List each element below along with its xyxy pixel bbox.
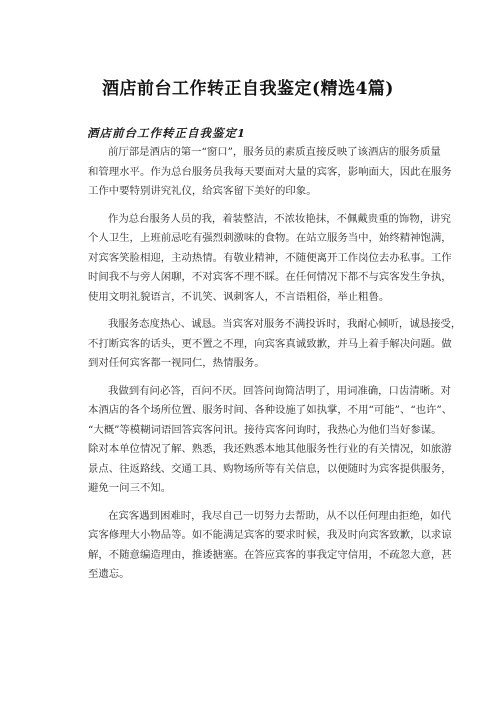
paragraph	[88, 143, 452, 202]
section-heading: 酒店前台工作转正自我鉴定1	[87, 126, 247, 140]
text-line: 我服务态度热心、诚恳。当宾客对服务不满投诉时，我耐心倾听，诚恳接受，	[108, 318, 462, 330]
paragraph	[88, 382, 453, 499]
text-line: 前厅部是酒店的第一“窗口”，服务员的素质直接反映了该酒店的服务质量	[108, 146, 441, 158]
text-line: 至遗忘。	[88, 568, 130, 580]
text-line: 解，不随意编造理由，推诿搪塞。在答应宾客的事我定守信用，不疏忽大意，甚	[88, 548, 452, 561]
text-line: 作为总台服务人员的我，着装整洁，不浓妆艳抹，不佩戴贵重的饰物，讲究	[108, 212, 451, 225]
text-line: 工作中要特别讲究礼仪，给宾客留下美好的印象。	[88, 185, 317, 197]
text-line: “大概”等模糊词语回答宾客问讯。接待宾客问询时，我热心为他们当好参谋。	[88, 423, 442, 436]
text-line: 景点、往返路线、交通工具、购物场所等有关信息，以便随时为宾客提供服务，	[88, 462, 452, 475]
text-line: 使用文明礼貌语言，不讥笑、讽刺客人，不言语粗俗，举止粗鲁。	[88, 290, 390, 303]
paragraph	[88, 507, 452, 585]
text-line: 不打断宾客的话头，更不置之不理，向宾客真诚致歉，并马上着手解决问题。做	[88, 337, 452, 350]
text-line: 和管理水平。作为总台服务员我每天要面对大量的宾客，影响面大，因此在服务	[88, 165, 452, 178]
text-line: 除对本单位情况了解、熟悉，我还熟悉本地其他服务性行业的有关情况，如旅游	[88, 443, 452, 455]
paragraph	[88, 315, 462, 374]
text-line: 本酒店的各个场所位置、服务时间、各种设施了如执掌，不用“可能”、“也许”、	[88, 404, 453, 416]
text-line: 避免一问三不知。	[88, 482, 172, 494]
text-line: 我做到有问必答，百问不厌。回答问询简洁明了，用词准确，口齿清晰。对	[108, 384, 451, 397]
document-body	[88, 143, 462, 593]
text-line: 时间我不与旁人闲聊，不对宾客不理不睬。在任何情况下都不与宾客发生争执，	[88, 271, 452, 283]
text-line: 在宾客遇到困难时，我尽自己一切努力去帮助，从不以任何理由拒绝，如代	[108, 509, 451, 522]
text-line: 对宾客笑脸相迎，主动热情。有敬业精神，不随便离开工作岗位去办私事。工作	[88, 251, 452, 264]
text-line: 宾客修理大小物品等。如不能满足宾客的要求时候，我及时向宾客致歉，以求谅	[88, 529, 452, 541]
document-title: 酒店前台工作转正自我鉴定(精选4篇)	[102, 79, 394, 99]
text-line: 个人卫生，上班前忌吃有强烈刺激味的食物。在站立服务当中，始终精神饱满，	[88, 232, 452, 244]
text-line: 到对任何宾客都一视同仁，热情服务。	[88, 357, 265, 369]
paragraph	[88, 210, 452, 308]
